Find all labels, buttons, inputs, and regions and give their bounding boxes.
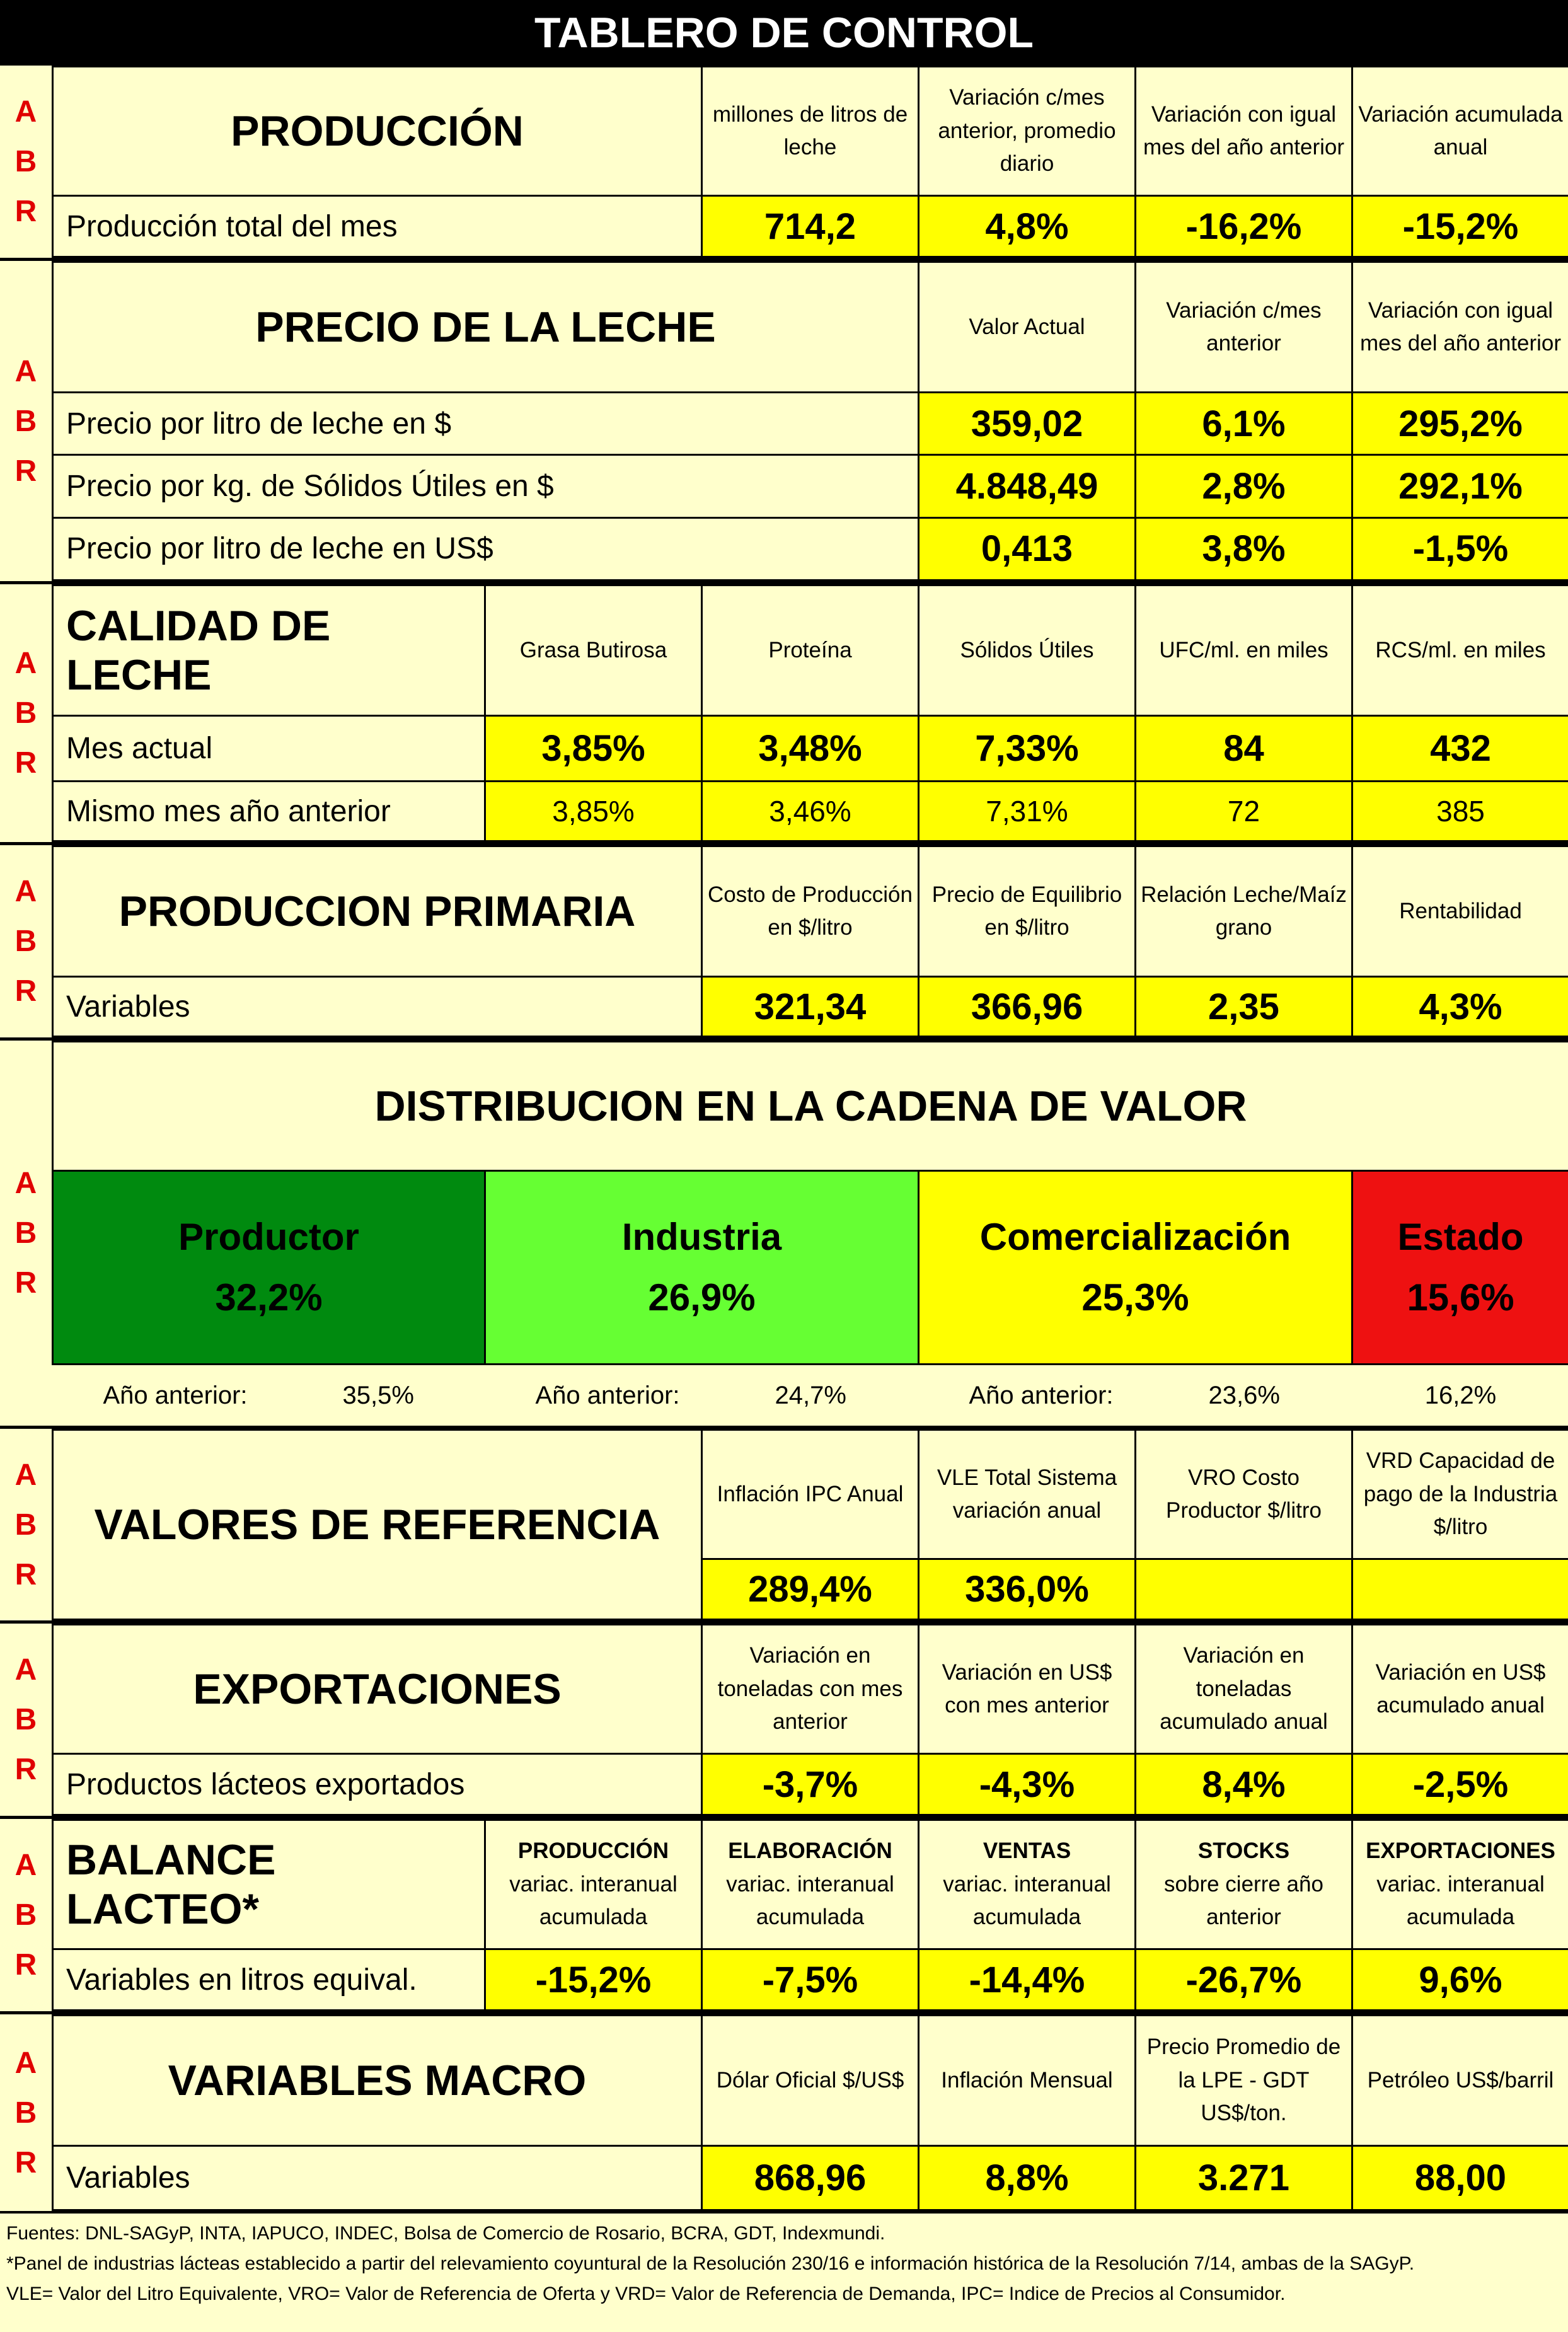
column-header — [919, 1820, 1136, 1949]
side-letter: R — [14, 454, 37, 488]
value-cell: 3,8% — [1136, 517, 1352, 580]
distribucion-table — [52, 1041, 1568, 1426]
value-cell: 2,35 — [1136, 977, 1352, 1037]
side-letter: R — [14, 746, 37, 780]
value-cell: 292,1% — [1352, 455, 1568, 517]
column-header: Variación acumulada anual — [1352, 67, 1568, 196]
previous-year-label: Año anterior: — [103, 1381, 248, 1409]
column-title: VENTAS — [983, 1838, 1071, 1864]
value-cell: 714,2 — [702, 196, 919, 257]
column-header: Sólidos Útiles — [919, 586, 1136, 716]
column-header: millones de litros de leche — [702, 67, 919, 196]
column-header: Dólar Oficial $/US$ — [702, 2016, 919, 2146]
column-header — [1352, 1820, 1568, 1949]
value-cell: 366,96 — [919, 977, 1136, 1037]
side-letter: R — [14, 974, 37, 1008]
side-letter: B — [14, 925, 37, 958]
column-header: Variación en US$ con mes anterior — [919, 1625, 1136, 1754]
section-header: DISTRIBUCION EN LA CADENA DE VALOR — [53, 1042, 1568, 1171]
section-calidad — [0, 584, 1568, 845]
column-header — [1136, 1820, 1352, 1949]
side-letter: B — [14, 1216, 37, 1250]
column-header: RCS/ml. en miles — [1352, 586, 1568, 716]
side-letter: A — [14, 875, 37, 908]
row-label: Mismo mes año anterior — [53, 782, 485, 841]
value-cell: 72 — [1136, 782, 1352, 841]
column-title: PRODUCCIÓN — [517, 1838, 669, 1864]
value-cell: 8,4% — [1136, 1754, 1352, 1815]
side-letter: R — [14, 1753, 37, 1786]
row-label: Variables — [53, 977, 702, 1037]
value-cell: 8,8% — [919, 2146, 1136, 2210]
row-label: Variables en litros equival. — [53, 1949, 485, 2011]
side-letters — [0, 1624, 52, 1816]
side-letters — [0, 1041, 52, 1426]
value-cell: 3,46% — [702, 782, 919, 841]
side-letter: B — [14, 404, 37, 438]
value-cell: -14,4% — [919, 1949, 1136, 2011]
column-header: Rentabilidad — [1352, 846, 1568, 977]
side-letter: B — [14, 696, 37, 730]
side-letter: A — [14, 1167, 37, 1200]
value-cell: 4.848,49 — [919, 455, 1136, 517]
side-letter: B — [14, 1898, 37, 1932]
page-title: TABLERO DE CONTROL — [0, 0, 1568, 66]
side-letters — [0, 2014, 52, 2211]
section-header: PRECIO DE LA LECHE — [53, 262, 919, 393]
column-header: VLE Total Sistema variación anual — [919, 1430, 1136, 1559]
value-cell: 7,33% — [919, 716, 1136, 782]
value-cell: 385 — [1352, 782, 1568, 841]
segment-comercializacion — [919, 1171, 1352, 1365]
column-subtitle: variac. interanual acumulada — [1376, 1871, 1545, 1930]
column-header: Precio Promedio de la LPE - GDT US$/ton. — [1136, 2016, 1352, 2146]
section-header: PRODUCCION PRIMARIA — [53, 846, 702, 977]
value-cell: 3.271 — [1136, 2146, 1352, 2210]
segment-productor — [53, 1171, 485, 1365]
section-macro — [0, 2014, 1568, 2211]
row-label: Producción total del mes — [53, 196, 702, 257]
side-letter: R — [14, 1557, 37, 1591]
segment-value: 25,3% — [1081, 1276, 1189, 1319]
side-letter: R — [14, 1266, 37, 1300]
primaria-table — [52, 845, 1568, 1037]
column-title: ELABORACIÓN — [728, 1838, 892, 1864]
column-header: Relación Leche/Maíz grano — [1136, 846, 1352, 977]
footnote-panel: *Panel de industrias lácteas establecido a partir del relevamiento coyuntural de la Resolución 230/16 e información histórica de la Resolución 7/14, ambas de la SAGyP. — [6, 2253, 1415, 2274]
value-cell: 289,4% — [702, 1559, 919, 1620]
row-label: Precio por kg. de Sólidos Útiles en $ — [53, 455, 919, 517]
segment-name: Industria — [621, 1216, 782, 1258]
section-header: BALANCE LACTEO* — [53, 1820, 485, 1949]
value-cell: -4,3% — [919, 1754, 1136, 1815]
side-letters — [0, 584, 52, 842]
value-cell: 432 — [1352, 716, 1568, 782]
value-cell: -3,7% — [702, 1754, 919, 1815]
section-header: VARIABLES MACRO — [53, 2016, 702, 2146]
segment-name: Productor — [178, 1216, 359, 1258]
previous-year-value: 24,7% — [775, 1381, 846, 1409]
value-cell: 9,6% — [1352, 1949, 1568, 2011]
value-cell: -7,5% — [702, 1949, 919, 2011]
exportaciones-table — [52, 1624, 1568, 1816]
section-produccion — [0, 66, 1568, 261]
column-header — [485, 1820, 702, 1949]
column-header: Variación en toneladas con mes anterior — [702, 1625, 919, 1754]
previous-year-cell — [53, 1365, 485, 1426]
column-header: Variación con igual mes del año anterior — [1352, 262, 1568, 393]
segment-industria — [485, 1171, 919, 1365]
side-letters — [0, 845, 52, 1037]
section-header: EXPORTACIONES — [53, 1625, 702, 1754]
side-letter: R — [14, 2145, 37, 2179]
column-title: STOCKS — [1197, 1838, 1290, 1864]
footnote-sources: Fuentes: DNL-SAGyP, INTA, IAPUCO, INDEC, Bolsa de Comercio de Rosario, BCRA, GDT, Indexmundi. — [6, 2223, 885, 2244]
segment-value: 26,9% — [648, 1276, 756, 1319]
previous-year-value: 35,5% — [342, 1381, 414, 1409]
section-balance — [0, 1819, 1568, 2014]
side-letter: A — [14, 1458, 37, 1492]
section-primaria — [0, 845, 1568, 1041]
column-header: Inflación IPC Anual — [702, 1430, 919, 1559]
column-title: EXPORTACIONES — [1366, 1838, 1555, 1864]
segment-name: Comercialización — [979, 1216, 1291, 1258]
column-subtitle: variac. interanual acumulada — [943, 1871, 1111, 1930]
side-letter: R — [14, 195, 37, 228]
column-header: Variación c/mes anterior — [1136, 262, 1352, 393]
value-cell: 336,0% — [919, 1559, 1136, 1620]
value-cell: 4,8% — [919, 196, 1136, 257]
previous-year-cell — [485, 1365, 919, 1426]
value-cell: 6,1% — [1136, 393, 1352, 455]
section-header: CALIDAD DE LECHE — [53, 586, 485, 716]
previous-year-value: 23,6% — [1208, 1381, 1280, 1409]
row-label: Precio por litro de leche en $ — [53, 393, 919, 455]
referencia-table — [52, 1429, 1568, 1620]
side-letter: A — [14, 647, 37, 680]
column-header: Valor Actual — [919, 262, 1136, 393]
value-cell: 4,3% — [1352, 977, 1568, 1037]
value-cell: 3,48% — [702, 716, 919, 782]
balance-table — [52, 1819, 1568, 2011]
side-letter: A — [14, 2046, 37, 2080]
side-letter: A — [14, 95, 37, 129]
side-letter: R — [14, 1948, 37, 1982]
previous-year-label: Año anterior: — [535, 1381, 680, 1409]
column-header: Proteína — [702, 586, 919, 716]
column-subtitle: variac. interanual acumulada — [509, 1871, 677, 1930]
column-header: Variación con igual mes del año anterior — [1136, 67, 1352, 196]
column-header: VRO Costo Productor $/litro — [1136, 1430, 1352, 1559]
value-cell: 0,413 — [919, 517, 1136, 580]
column-header: Variación c/mes anterior, promedio diario — [919, 67, 1136, 196]
section-distribucion — [0, 1041, 1568, 1429]
section-referencia — [0, 1429, 1568, 1624]
value-cell: 321,34 — [702, 977, 919, 1037]
section-precio — [0, 261, 1568, 584]
row-label: Productos lácteos exportados — [53, 1754, 702, 1815]
value-cell: -15,2% — [1352, 196, 1568, 257]
value-cell: 2,8% — [1136, 455, 1352, 517]
produccion-table — [52, 66, 1568, 258]
side-letter: B — [14, 1703, 37, 1736]
column-header: UFC/ml. en miles — [1136, 586, 1352, 716]
column-header: Petróleo US$/barril — [1352, 2016, 1568, 2146]
footnote-abbreviations: VLE= Valor del Litro Equivalente, VRO= Valor de Referencia de Oferta y VRD= Valor de Referencia de Demanda, IPC= Indice de Precios al Consumidor. — [6, 2283, 1286, 2304]
side-letter: B — [14, 2096, 37, 2130]
side-letters — [0, 1819, 52, 2011]
previous-year-cell — [919, 1365, 1352, 1426]
row-label: Mes actual — [53, 716, 485, 782]
column-subtitle: variac. interanual acumulada — [726, 1871, 894, 1930]
value-cell: -1,5% — [1352, 517, 1568, 580]
column-header: Precio de Equilibrio en $/litro — [919, 846, 1136, 977]
segment-name: Estado — [1397, 1216, 1524, 1258]
section-header: PRODUCCIÓN — [53, 67, 702, 196]
column-subtitle: sobre cierre año anterior — [1164, 1871, 1323, 1930]
section-exportaciones — [0, 1624, 1568, 1819]
segment-estado — [1352, 1171, 1568, 1365]
previous-year-label: Año anterior: — [969, 1381, 1114, 1409]
row-label: Precio por litro de leche en US$ — [53, 517, 919, 580]
side-letter: A — [14, 1849, 37, 1882]
value-cell: 3,85% — [485, 716, 702, 782]
value-cell: -15,2% — [485, 1949, 702, 2011]
value-cell: -2,5% — [1352, 1754, 1568, 1815]
value-cell: -26,7% — [1136, 1949, 1352, 2011]
value-cell: 868,96 — [702, 2146, 919, 2210]
value-cell: 295,2% — [1352, 393, 1568, 455]
side-letter: A — [14, 354, 37, 388]
side-letter: A — [14, 1653, 37, 1687]
side-letters — [0, 261, 52, 581]
footnotes — [0, 2211, 1568, 2332]
value-cell: 359,02 — [919, 393, 1136, 455]
value-cell: 88,00 — [1352, 2146, 1568, 2210]
side-letters — [0, 1429, 52, 1620]
side-letter: B — [14, 145, 37, 178]
column-header: Grasa Butirosa — [485, 586, 702, 716]
side-letters — [0, 66, 52, 258]
segment-value: 15,6% — [1407, 1276, 1514, 1319]
column-header — [702, 1820, 919, 1949]
column-header: Variación en US$ acumulado anual — [1352, 1625, 1568, 1754]
value-cell — [1136, 1559, 1352, 1620]
side-letter: B — [14, 1508, 37, 1542]
column-header: Costo de Producción en $/litro — [702, 846, 919, 977]
value-cell — [1352, 1559, 1568, 1620]
previous-year-cell — [1352, 1365, 1568, 1426]
column-header: Variación en toneladas acumulado anual — [1136, 1625, 1352, 1754]
macro-table — [52, 2014, 1568, 2211]
value-cell: -16,2% — [1136, 196, 1352, 257]
value-cell: 84 — [1136, 716, 1352, 782]
calidad-table — [52, 584, 1568, 842]
section-header: VALORES DE REFERENCIA — [53, 1430, 702, 1620]
value-cell: 3,85% — [485, 782, 702, 841]
segment-value: 32,2% — [215, 1276, 323, 1319]
column-header: VRD Capacidad de pago de la Industria $/litro — [1352, 1430, 1568, 1559]
precio-table — [52, 261, 1568, 581]
previous-year-value: 16,2% — [1424, 1381, 1497, 1409]
value-cell: 7,31% — [919, 782, 1136, 841]
column-header: Inflación Mensual — [919, 2016, 1136, 2146]
row-label: Variables — [53, 2146, 702, 2210]
